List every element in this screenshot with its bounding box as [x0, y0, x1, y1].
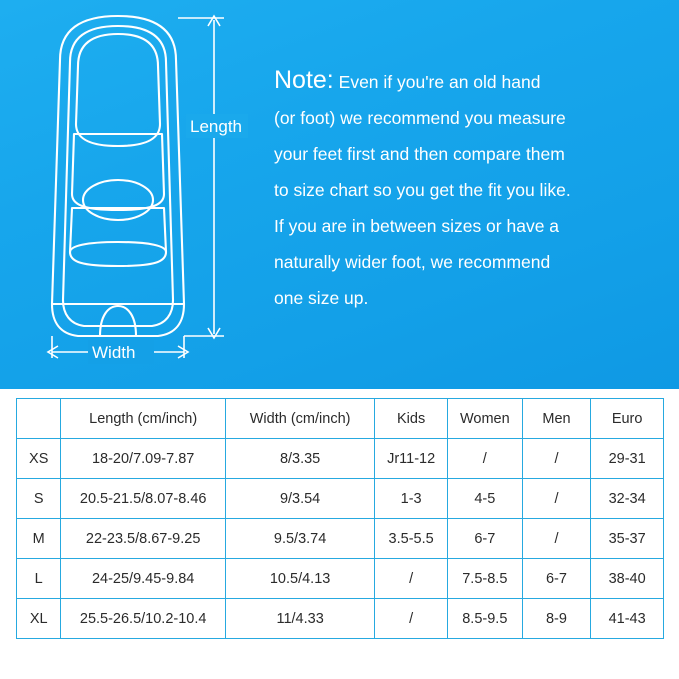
swim-fin-diagram — [8, 4, 268, 384]
cell-kids: / — [375, 599, 448, 639]
cell-length: 22-23.5/8.67-9.25 — [61, 519, 226, 559]
length-label: Length — [190, 117, 242, 136]
header-size — [17, 399, 61, 439]
cell-length: 24-25/9.45-9.84 — [61, 559, 226, 599]
cell-women: 6-7 — [447, 519, 522, 559]
cell-kids: Jr11-12 — [375, 439, 448, 479]
cell-width: 11/4.33 — [225, 599, 374, 639]
cell-size: M — [17, 519, 61, 559]
table-header-row — [17, 399, 664, 439]
note-line-6: one size up. — [274, 288, 369, 308]
cell-kids: 1-3 — [375, 479, 448, 519]
cell-men: 6-7 — [522, 559, 591, 599]
cell-euro: 32-34 — [591, 479, 664, 519]
note-line-1: (or foot) we recommend you measure — [274, 108, 566, 128]
cell-kids: / — [375, 559, 448, 599]
width-label: Width — [92, 343, 136, 362]
cell-size: XL — [17, 599, 61, 639]
note-line-2: your feet first and then compare them — [274, 144, 565, 164]
cell-men: 8-9 — [522, 599, 591, 639]
cell-men: / — [522, 519, 591, 559]
cell-men: / — [522, 479, 591, 519]
table-row — [17, 519, 664, 559]
cell-size: S — [17, 479, 61, 519]
note-line-0 — [274, 62, 664, 100]
table-row — [17, 599, 664, 639]
note-line-4: If you are in between sizes or have a — [274, 216, 560, 236]
cell-men: / — [522, 439, 591, 479]
size-table-wrap — [16, 398, 664, 639]
cell-size: XS — [17, 439, 61, 479]
cell-width: 9/3.54 — [225, 479, 374, 519]
cell-euro: 38-40 — [591, 559, 664, 599]
cell-width: 9.5/3.74 — [225, 519, 374, 559]
cell-width: 10.5/4.13 — [225, 559, 374, 599]
table-row — [17, 439, 664, 479]
note-line-text-0: Even if you're an old hand — [338, 72, 541, 92]
cell-euro: 35-37 — [591, 519, 664, 559]
header-kids: Kids — [375, 399, 448, 439]
cell-euro: 29-31 — [591, 439, 664, 479]
cell-euro: 41-43 — [591, 599, 664, 639]
header-width: Width (cm/inch) — [225, 399, 374, 439]
header-men: Men — [522, 399, 591, 439]
size-chart-table — [16, 398, 664, 639]
note-lead: Note: — [274, 66, 334, 94]
header-length: Length (cm/inch) — [61, 399, 226, 439]
header-women: Women — [447, 399, 522, 439]
cell-length: 25.5-26.5/10.2-10.4 — [61, 599, 226, 639]
cell-women: 7.5-8.5 — [447, 559, 522, 599]
cell-length: 18-20/7.09-7.87 — [61, 439, 226, 479]
cell-length: 20.5-21.5/8.07-8.46 — [61, 479, 226, 519]
table-row — [17, 479, 664, 519]
note-block — [274, 62, 664, 316]
note-line-5: naturally wider foot, we recommend — [274, 252, 551, 272]
note-line-3: to size chart so you get the fit you like. — [274, 180, 571, 200]
cell-width: 8/3.35 — [225, 439, 374, 479]
cell-women: / — [447, 439, 522, 479]
cell-size: L — [17, 559, 61, 599]
table-row — [17, 559, 664, 599]
cell-kids: 3.5-5.5 — [375, 519, 448, 559]
cell-women: 8.5-9.5 — [447, 599, 522, 639]
cell-women: 4-5 — [447, 479, 522, 519]
header-euro: Euro — [591, 399, 664, 439]
